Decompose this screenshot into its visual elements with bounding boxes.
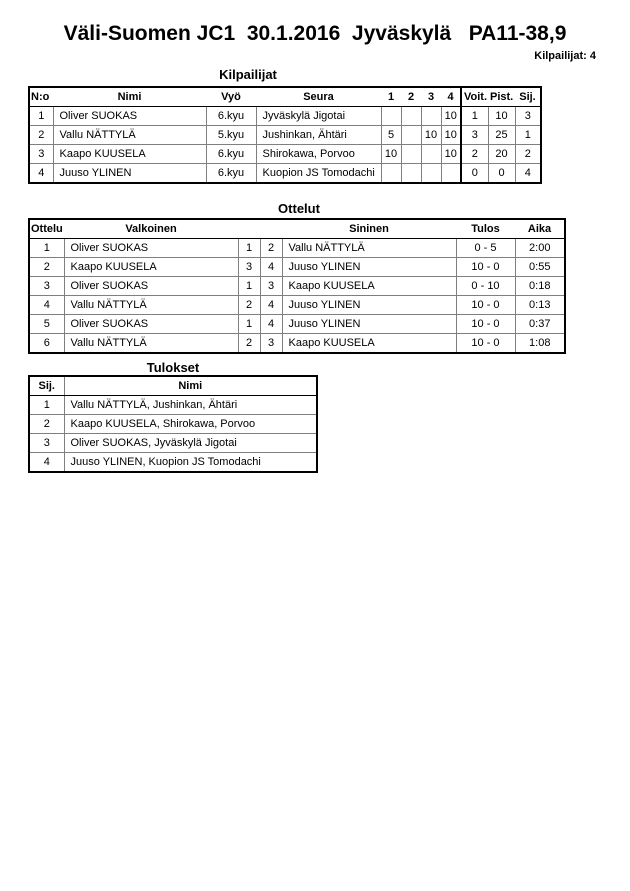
competitor-no: 1 (29, 107, 53, 126)
competitors-header-row (29, 87, 541, 107)
blue-player-no: 4 (260, 258, 282, 277)
competitor-belt: 6.kyu (206, 145, 256, 164)
match-score: 10 - 0 (456, 296, 515, 315)
white-player-no: 2 (238, 296, 260, 315)
result-place: 2 (29, 415, 64, 434)
match-score: 0 - 10 (456, 277, 515, 296)
white-player-no: 2 (238, 334, 260, 354)
blue-player: Juuso YLINEN (282, 296, 456, 315)
col-round-1: 1 (381, 87, 401, 107)
round-score (441, 164, 461, 184)
competitor-wins: 0 (461, 164, 488, 184)
competitor-club: Shirokawa, Porvoo (256, 145, 381, 164)
col-round-4: 4 (441, 87, 461, 107)
white-player: Vallu NÄTTYLÄ (64, 296, 238, 315)
blue-player-no: 3 (260, 277, 282, 296)
competitor-points: 10 (488, 107, 515, 126)
blue-player-no: 2 (260, 239, 282, 258)
white-player: Oliver SUOKAS (64, 315, 238, 334)
match-no: 4 (29, 296, 64, 315)
round-score (381, 164, 401, 184)
blue-player: Kaapo KUUSELA (282, 334, 456, 354)
round-score (401, 164, 421, 184)
round-score (421, 145, 441, 164)
round-score (381, 107, 401, 126)
round-score (401, 145, 421, 164)
match-time: 0:18 (515, 277, 565, 296)
competitor-points: 20 (488, 145, 515, 164)
competitors-heading: Kilpailijat (219, 67, 277, 82)
col-round-3: 3 (421, 87, 441, 107)
results-header-row (29, 376, 317, 396)
page-title: Väli-Suomen JC1 30.1.2016 Jyväskylä PA11-38,9 (63, 22, 567, 45)
round-score: 10 (441, 126, 461, 145)
blue-player: Kaapo KUUSELA (282, 277, 456, 296)
white-player: Oliver SUOKAS (64, 239, 238, 258)
result-row (29, 453, 317, 473)
col-place: Sij. (515, 87, 541, 107)
matches-header-row (29, 219, 565, 239)
result-name: Juuso YLINEN, Kuopion JS Tomodachi (64, 453, 317, 473)
competitors-count: Kilpailijat: 4 (534, 50, 596, 62)
col-no: N:o (29, 87, 53, 107)
col-club: Seura (256, 87, 381, 107)
match-time: 0:37 (515, 315, 565, 334)
white-player-no: 1 (238, 239, 260, 258)
round-score (401, 126, 421, 145)
match-time: 0:13 (515, 296, 565, 315)
competitor-points: 0 (488, 164, 515, 184)
white-player: Oliver SUOKAS (64, 277, 238, 296)
blue-player-no: 3 (260, 334, 282, 354)
competitor-club: Kuopion JS Tomodachi (256, 164, 381, 184)
round-score: 10 (421, 126, 441, 145)
white-player-no: 1 (238, 277, 260, 296)
white-player: Kaapo KUUSELA (64, 258, 238, 277)
col-white-no (238, 219, 260, 239)
competitor-no: 4 (29, 164, 53, 184)
competitor-points: 25 (488, 126, 515, 145)
match-no: 3 (29, 277, 64, 296)
col-points: Pist. (488, 87, 515, 107)
results-table (28, 375, 318, 473)
match-no: 5 (29, 315, 64, 334)
match-no: 2 (29, 258, 64, 277)
col-belt: Vyö (206, 87, 256, 107)
match-score: 10 - 0 (456, 315, 515, 334)
competitor-belt: 6.kyu (206, 164, 256, 184)
competitor-wins: 2 (461, 145, 488, 164)
match-no: 1 (29, 239, 64, 258)
competitor-row (29, 164, 541, 184)
match-time: 1:08 (515, 334, 565, 354)
result-row (29, 415, 317, 434)
match-row (29, 277, 565, 296)
match-score: 10 - 0 (456, 258, 515, 277)
col-match-no: Ottelu (29, 219, 64, 239)
result-name: Kaapo KUUSELA, Shirokawa, Porvoo (64, 415, 317, 434)
white-player: Vallu NÄTTYLÄ (64, 334, 238, 354)
col-wins: Voit. (461, 87, 488, 107)
competitor-name: Vallu NÄTTYLÄ (53, 126, 206, 145)
match-row (29, 334, 565, 354)
white-player-no: 1 (238, 315, 260, 334)
competitor-name: Oliver SUOKAS (53, 107, 206, 126)
match-score: 0 - 5 (456, 239, 515, 258)
competitor-name: Kaapo KUUSELA (53, 145, 206, 164)
competitor-wins: 1 (461, 107, 488, 126)
round-score (401, 107, 421, 126)
competitor-place: 4 (515, 164, 541, 184)
round-score (421, 107, 441, 126)
competitor-row (29, 145, 541, 164)
result-row (29, 434, 317, 453)
blue-player: Vallu NÄTTYLÄ (282, 239, 456, 258)
blue-player-no: 4 (260, 296, 282, 315)
round-score: 5 (381, 126, 401, 145)
col-blue: Sininen (282, 219, 456, 239)
result-place: 3 (29, 434, 64, 453)
white-player-no: 3 (238, 258, 260, 277)
round-score: 10 (441, 107, 461, 126)
result-place: 1 (29, 396, 64, 415)
col-name: Nimi (53, 87, 206, 107)
matches-table (28, 218, 566, 354)
competitor-club: Jushinkan, Ähtäri (256, 126, 381, 145)
competitor-row (29, 126, 541, 145)
competitor-no: 2 (29, 126, 53, 145)
blue-player: Juuso YLINEN (282, 315, 456, 334)
matches-heading: Ottelut (278, 201, 320, 216)
match-score: 10 - 0 (456, 334, 515, 354)
match-no: 6 (29, 334, 64, 354)
col-blue-no (260, 219, 282, 239)
competitor-name: Juuso YLINEN (53, 164, 206, 184)
result-name: Vallu NÄTTYLÄ, Jushinkan, Ähtäri (64, 396, 317, 415)
result-place: 4 (29, 453, 64, 473)
match-row (29, 258, 565, 277)
col-score: Tulos (456, 219, 515, 239)
competitor-belt: 6.kyu (206, 107, 256, 126)
match-row (29, 239, 565, 258)
competitor-club: Jyväskylä Jigotai (256, 107, 381, 126)
match-time: 2:00 (515, 239, 565, 258)
round-score (421, 164, 441, 184)
round-score: 10 (441, 145, 461, 164)
competitor-wins: 3 (461, 126, 488, 145)
competitors-table (28, 86, 542, 184)
competitor-belt: 5.kyu (206, 126, 256, 145)
col-name: Nimi (64, 376, 317, 396)
competitor-row (29, 107, 541, 126)
result-row (29, 396, 317, 415)
results-heading: Tulokset (146, 360, 200, 375)
match-row (29, 296, 565, 315)
match-time: 0:55 (515, 258, 565, 277)
result-name: Oliver SUOKAS, Jyväskylä Jigotai (64, 434, 317, 453)
competitor-place: 1 (515, 126, 541, 145)
col-time: Aika (515, 219, 565, 239)
col-white: Valkoinen (64, 219, 238, 239)
match-row (29, 315, 565, 334)
competitor-no: 3 (29, 145, 53, 164)
blue-player-no: 4 (260, 315, 282, 334)
competitor-place: 2 (515, 145, 541, 164)
round-score: 10 (381, 145, 401, 164)
col-round-2: 2 (401, 87, 421, 107)
competitor-place: 3 (515, 107, 541, 126)
blue-player: Juuso YLINEN (282, 258, 456, 277)
col-place: Sij. (29, 376, 64, 396)
